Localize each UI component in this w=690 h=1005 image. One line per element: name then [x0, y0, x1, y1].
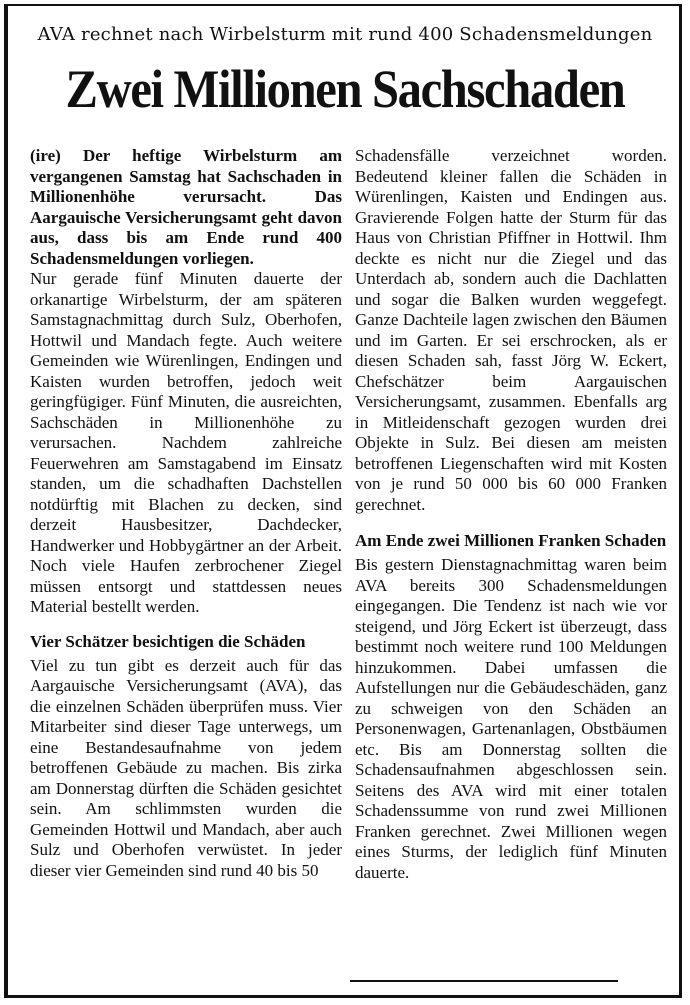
body-paragraph: Nur gerade fünf Minuten dauerte der orkanartige Wirbelsturm, der am späteren Samstagnachmittag durch Sulz, Oberhofen, Hottwil und Mandach fegte. Auch weitere Gemeinden wie Würenlingen, Endingen und Kaisten wurden betroffen, jedoch weit geringfügiger. Fünf Minuten, die ausreichten, Sachschäden in Millionenhöhe zu verursachen. Nachdem zahlreiche Feuerwehren am Samstagabend im Einsatz standen, um die schadhaften Dachstellen notdürftig mit Blachen zu decken, sind derzeit Hausbesitzer, Dachdecker, Handwerker und Hobbygärtner an der Arbeit. Noch viele Haufen zerbrochener Ziegel müssen entsorgt und stattdessen neues Material bestellt werden. — [30, 269, 342, 616]
column-left — [30, 146, 342, 881]
kicker: AVA rechnet nach Wirbelsturm mit rund 400 Schadensmeldungen — [37, 24, 653, 45]
body-paragraph: Schadensfälle verzeichnet worden. Bedeutend kleiner fallen die Schäden in Würenlingen, Kaisten und Endingen aus. Gravierende Folgen hatte der Sturm für das Haus von Christian Pfiffner in Hottwil. Ihm deckte es nicht nur die Ziegel und das Unterdach ab, sondern auch die Dachlatten und sogar die Balken wurden weggefegt. Ganze Dachteile lagen zwischen den Bäumen und im Garten. Er sei erschrocken, als er diesen Schaden sah, fasst Jörg W. Eckert, Chefschätzer beim Aargauischen Versicherungsamt, zusammen. Ebenfalls arg in Mitleidenschaft gezogen wurden drei Objekte in Sulz. Bei diesen am meisten betroffenen Liegenschaften wird mit Kosten von je rund 50 000 bis 60 000 Franken gerechnet. — [355, 146, 667, 514]
subheading: Vier Schätzer besichtigen die Schäden — [30, 631, 306, 651]
body-paragraph: Bis gestern Dienstagnachmittag waren beim AVA bereits 300 Schadensmeldungen eingegangen. Die Tendenz ist nach wie vor steigend, und Jörg Eckert ist überzeugt, dass bestimmt noch weitere rund 100 Meldungen hinzukommen. Dabei umfassen die Aufstellungen nur die Gebäudeschäden, ganz zu schweigen von den Schäden an Personenwagen, Gartenanlagen, Obstbäumen etc. Bis am Donnerstag sollten die Schadensaufnahmen abgeschlossen sein. Seitens des AVA wird mit einer totalen Schadenssumme von rund zwei Millionen Franken gerechnet. Zwei Millionen wegen eines Sturms, der lediglich fünf Minuten dauerte. — [355, 555, 667, 882]
column-right — [355, 146, 667, 883]
underline-mark — [350, 980, 618, 982]
headline: Zwei Millionen Sachschaden — [65, 59, 625, 119]
body-paragraph: Viel zu tun gibt es derzeit auch für das Aargauische Versicherungsamt (AVA), das die einzelnen Schäden überprüfen muss. Vier Mitarbeiter sind dieser Tage unterwegs, um eine Bestandesaufnahme von jedem betroffenen Gebäude zu machen. Bis zirka am Donnerstag dürften die Schäden gesichtet sein. Am schlimmsten wurden die Gemeinden Hottwil und Mandach, aber auch Sulz und Oberhofen verwüstet. In jeder dieser vier Gemeinden sind rund 40 bis 50 — [30, 655, 342, 880]
lead-paragraph: (ire) Der heftige Wirbelsturm am vergangenen Samstag hat Sachschaden in Millionenhöhe verursacht. Das Aargauische Versicherungsamt geht davon aus, dass bis am Ende rund 400 Schadensmeldungen vorliegen. — [30, 146, 342, 268]
subheading: Am Ende zwei Millionen Franken Schaden — [355, 531, 667, 550]
